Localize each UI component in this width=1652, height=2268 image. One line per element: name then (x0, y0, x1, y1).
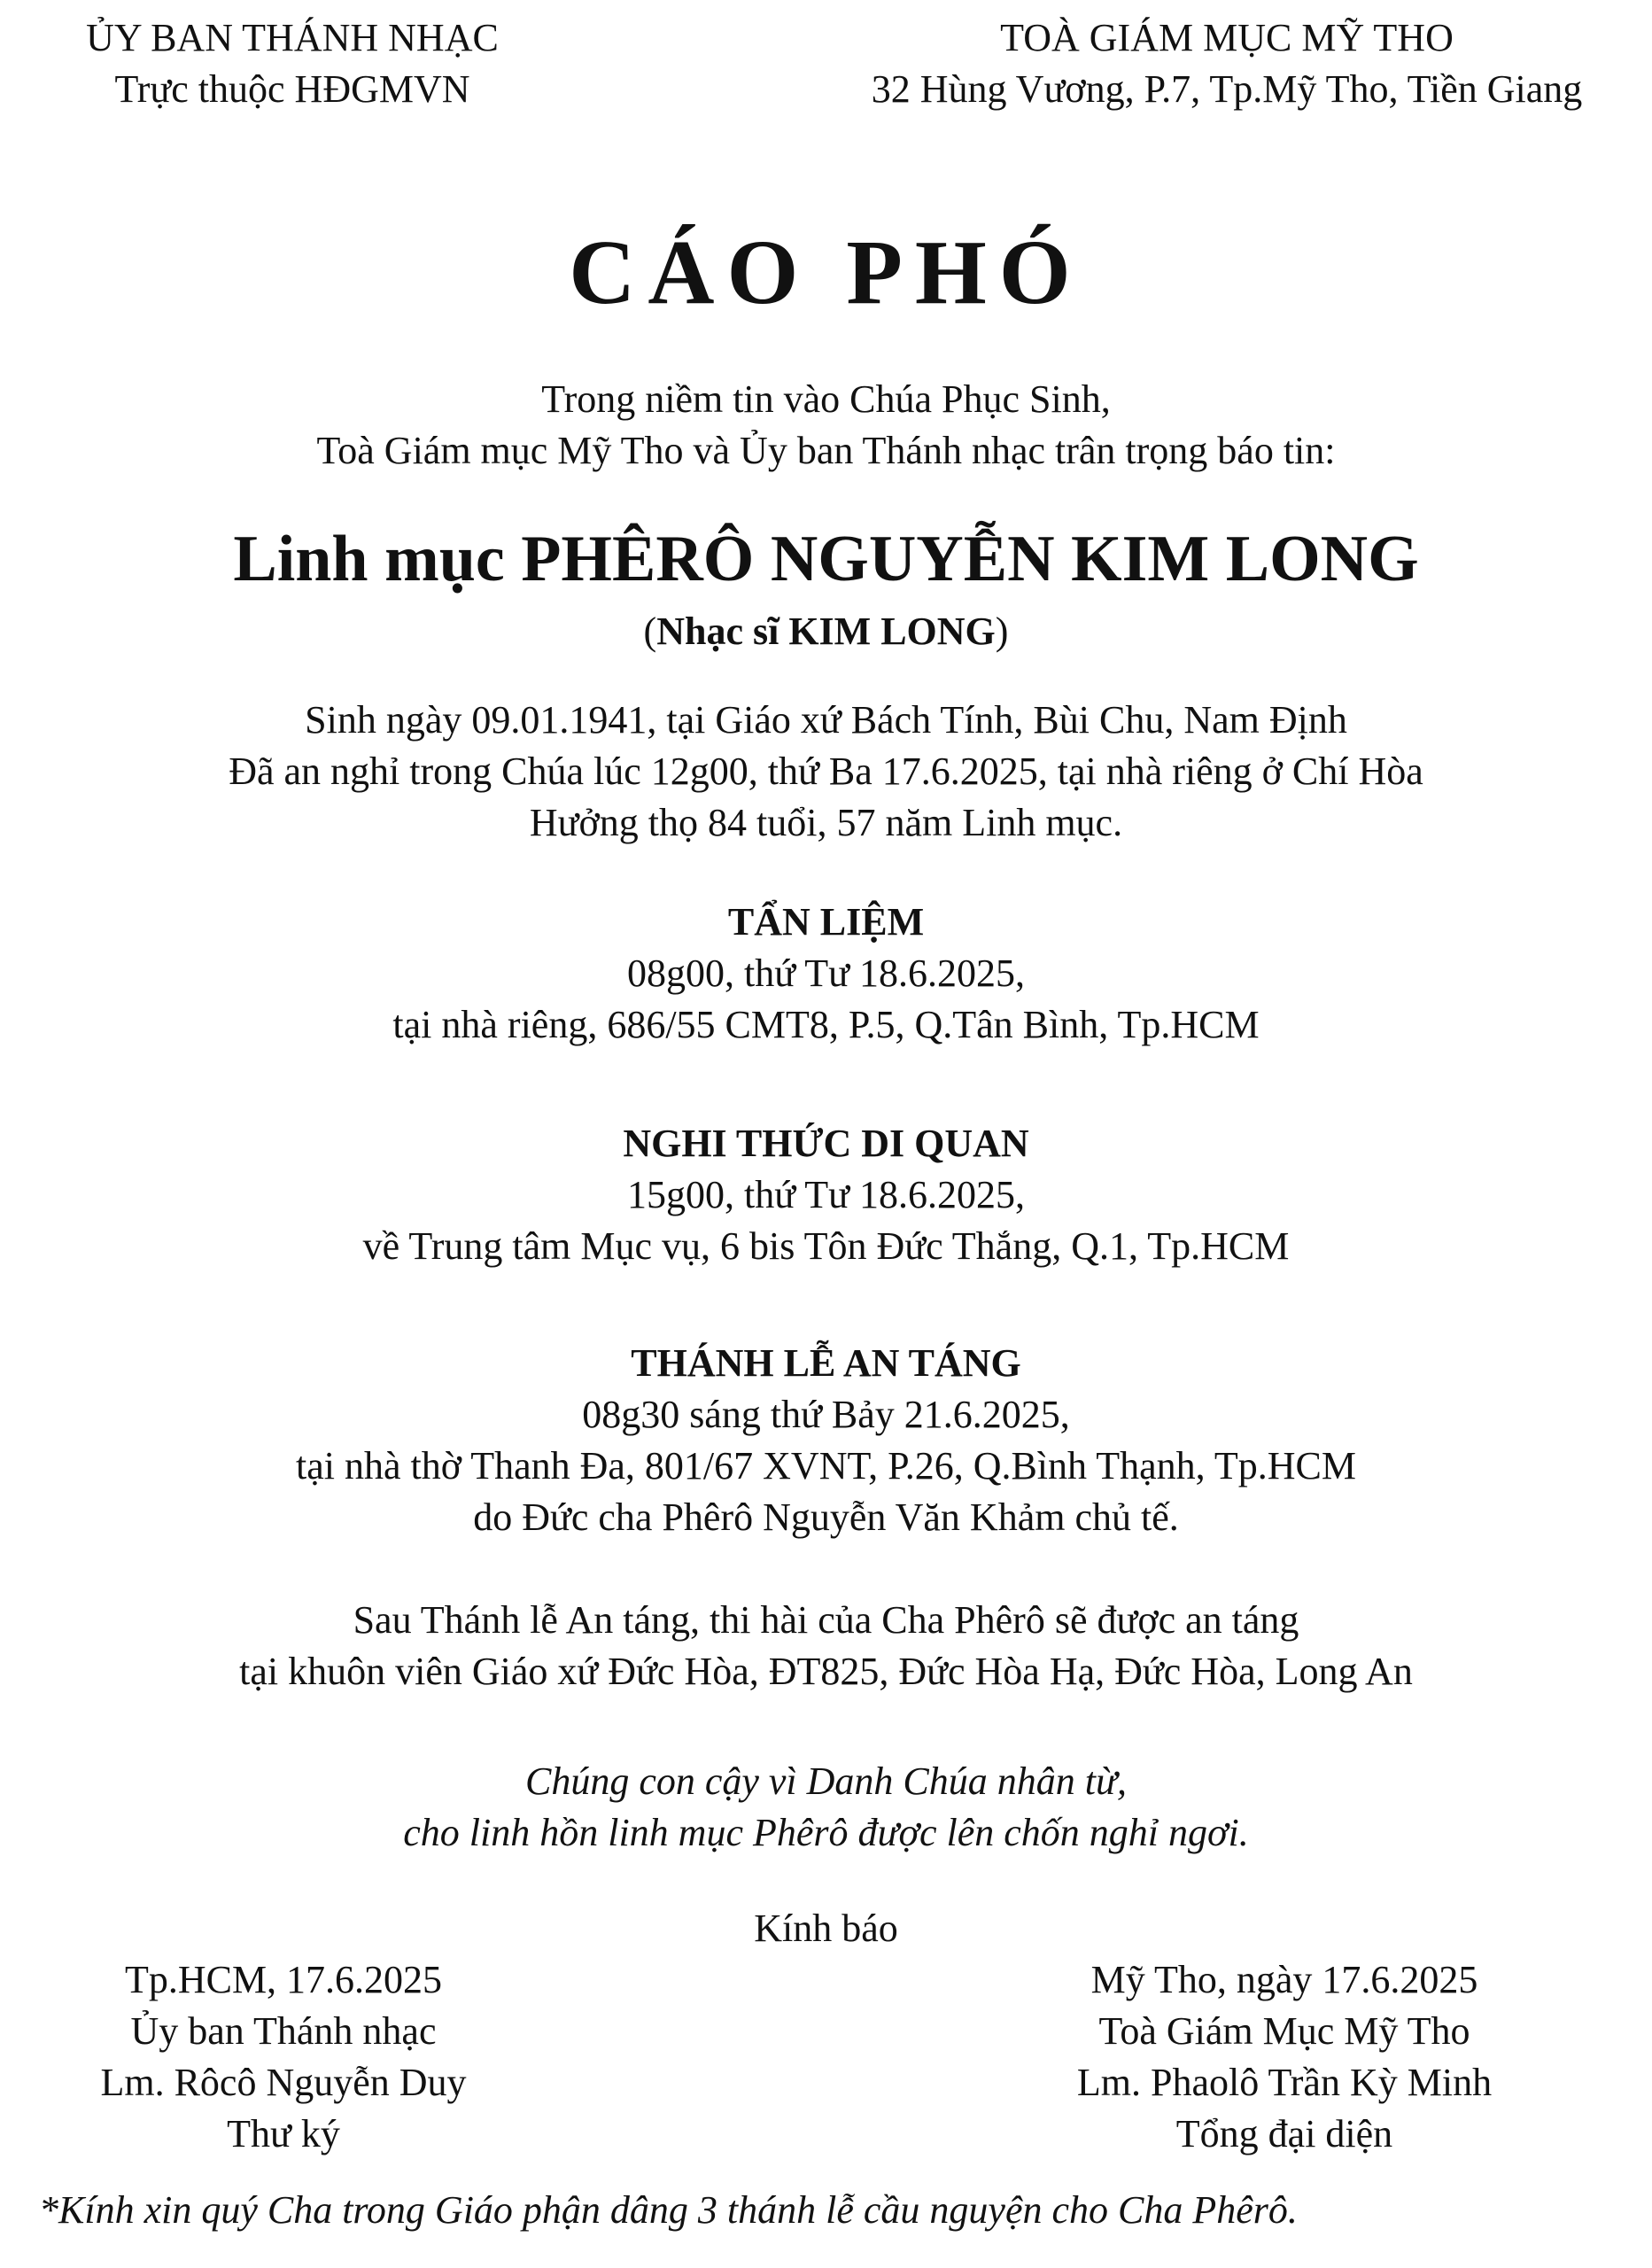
footnote-mass-count: 3 (697, 2188, 717, 2232)
letterhead-right (815, 12, 1639, 115)
section-title: THÁNH LỄ AN TÁNG (631, 1341, 1021, 1385)
biography (0, 695, 1652, 849)
section-encoffining (0, 897, 1652, 1051)
intro-line-2: Toà Giám mục Mỹ Tho và Ủy ban Thánh nhạc trân trọng báo tin: (316, 429, 1336, 472)
burial-line-1: Sau Thánh lễ An táng, thi hài của Cha Phêrô sẽ được an táng (353, 1598, 1299, 1642)
bio-death: Đã an nghỉ trong Chúa lúc 12g00, thứ Ba 17.6.2025, tại nhà riêng ở Chí Hòa (229, 750, 1423, 793)
letterhead (0, 12, 1652, 119)
committee-affiliation: Trực thuộc HĐGMVN (114, 67, 470, 111)
footnote-suffix: thánh lễ cầu nguyện cho Cha Phêrô. (717, 2188, 1298, 2232)
section-title: TẨN LIỆM (727, 900, 925, 944)
signature-date: Mỹ Tho, ngày 17.6.2025 (1090, 1958, 1478, 2001)
prayer-line-2: cho linh hồn linh mục Phêrô được lên chốn nghỉ ngơi. (403, 1811, 1249, 1854)
signature-role: Thư ký (227, 2112, 340, 2155)
section-time: 15g00, thứ Tư 18.6.2025, (626, 1173, 1025, 1216)
document-title: CÁO PHÓ (569, 221, 1083, 323)
signature-signer: Lm. Phaolô Trần Kỳ Minh (1076, 2061, 1493, 2104)
footnote (39, 2185, 1633, 2236)
letterhead-left (27, 12, 558, 115)
burial-info (0, 1595, 1652, 1697)
signature-organization: Toà Giám Mục Mỹ Tho (1098, 2009, 1470, 2053)
section-place: về Trung tâm Mục vụ, 6 bis Tôn Đức Thắng, Q.1, Tp.HCM (362, 1224, 1290, 1268)
burial-line-2: tại khuôn viên Giáo xứ Đức Hòa, ĐT825, Đức Hòa Hạ, Đức Hòa, Long An (239, 1650, 1413, 1693)
pen-name (0, 606, 1652, 657)
pen-name-close-paren: ) (995, 610, 1009, 653)
signature-role: Tổng đại diện (1175, 2112, 1393, 2155)
diocese-address: 32 Hùng Vương, P.7, Tp.Mỹ Tho, Tiền Giang (871, 67, 1583, 111)
intro-line-1: Trong niềm tin vào Chúa Phục Sinh, (541, 377, 1111, 421)
section-title: NGHI THỨC DI QUAN (623, 1122, 1029, 1165)
section-place: tại nhà riêng, 686/55 CMT8, P.5, Q.Tân Bình, Tp.HCM (392, 1003, 1260, 1046)
signature-date: Tp.HCM, 17.6.2025 (124, 1958, 443, 2001)
closing-announcement: Kính báo (754, 1907, 898, 1950)
signature-block-right (974, 1954, 1594, 2160)
intro-text (0, 374, 1652, 477)
pen-name-text: Nhạc sĩ KIM LONG (656, 610, 996, 653)
diocese-name: TOÀ GIÁM MỤC MỸ THO (1000, 16, 1454, 59)
signature-organization: Ủy ban Thánh nhạc (130, 2009, 437, 2053)
deceased-name: Linh mục PHÊRÔ NGUYỄN KIM LONG (233, 523, 1419, 595)
section-funeral-mass (0, 1338, 1652, 1543)
prayer-line-1: Chúng con cậy vì Danh Chúa nhân từ, (524, 1759, 1128, 1803)
bio-age: Hưởng thọ 84 tuổi, 57 năm Linh mục. (529, 801, 1123, 844)
pen-name-open-paren: ( (643, 610, 657, 653)
section-celebrant: do Đức cha Phêrô Nguyễn Văn Khảm chủ tế. (473, 1495, 1179, 1539)
footnote-prefix: *Kính xin quý Cha trong Giáo phận dâng (39, 2188, 698, 2232)
committee-name: ỦY BAN THÁNH NHẠC (86, 16, 499, 59)
section-time: 08g30 sáng thứ Bảy 21.6.2025, (582, 1393, 1070, 1436)
section-time: 08g00, thứ Tư 18.6.2025, (626, 951, 1025, 995)
section-place: tại nhà thờ Thanh Đa, 801/67 XVNT, P.26, Q.Bình Thạnh, Tp.HCM (296, 1444, 1356, 1487)
prayer (0, 1756, 1652, 1859)
signature-signer: Lm. Rôcô Nguyễn Duy (100, 2061, 467, 2104)
signature-block-left (35, 1954, 531, 2160)
bio-birth: Sinh ngày 09.01.1941, tại Giáo xứ Bách Tính, Bùi Chu, Nam Định (305, 698, 1347, 742)
section-procession (0, 1118, 1652, 1272)
